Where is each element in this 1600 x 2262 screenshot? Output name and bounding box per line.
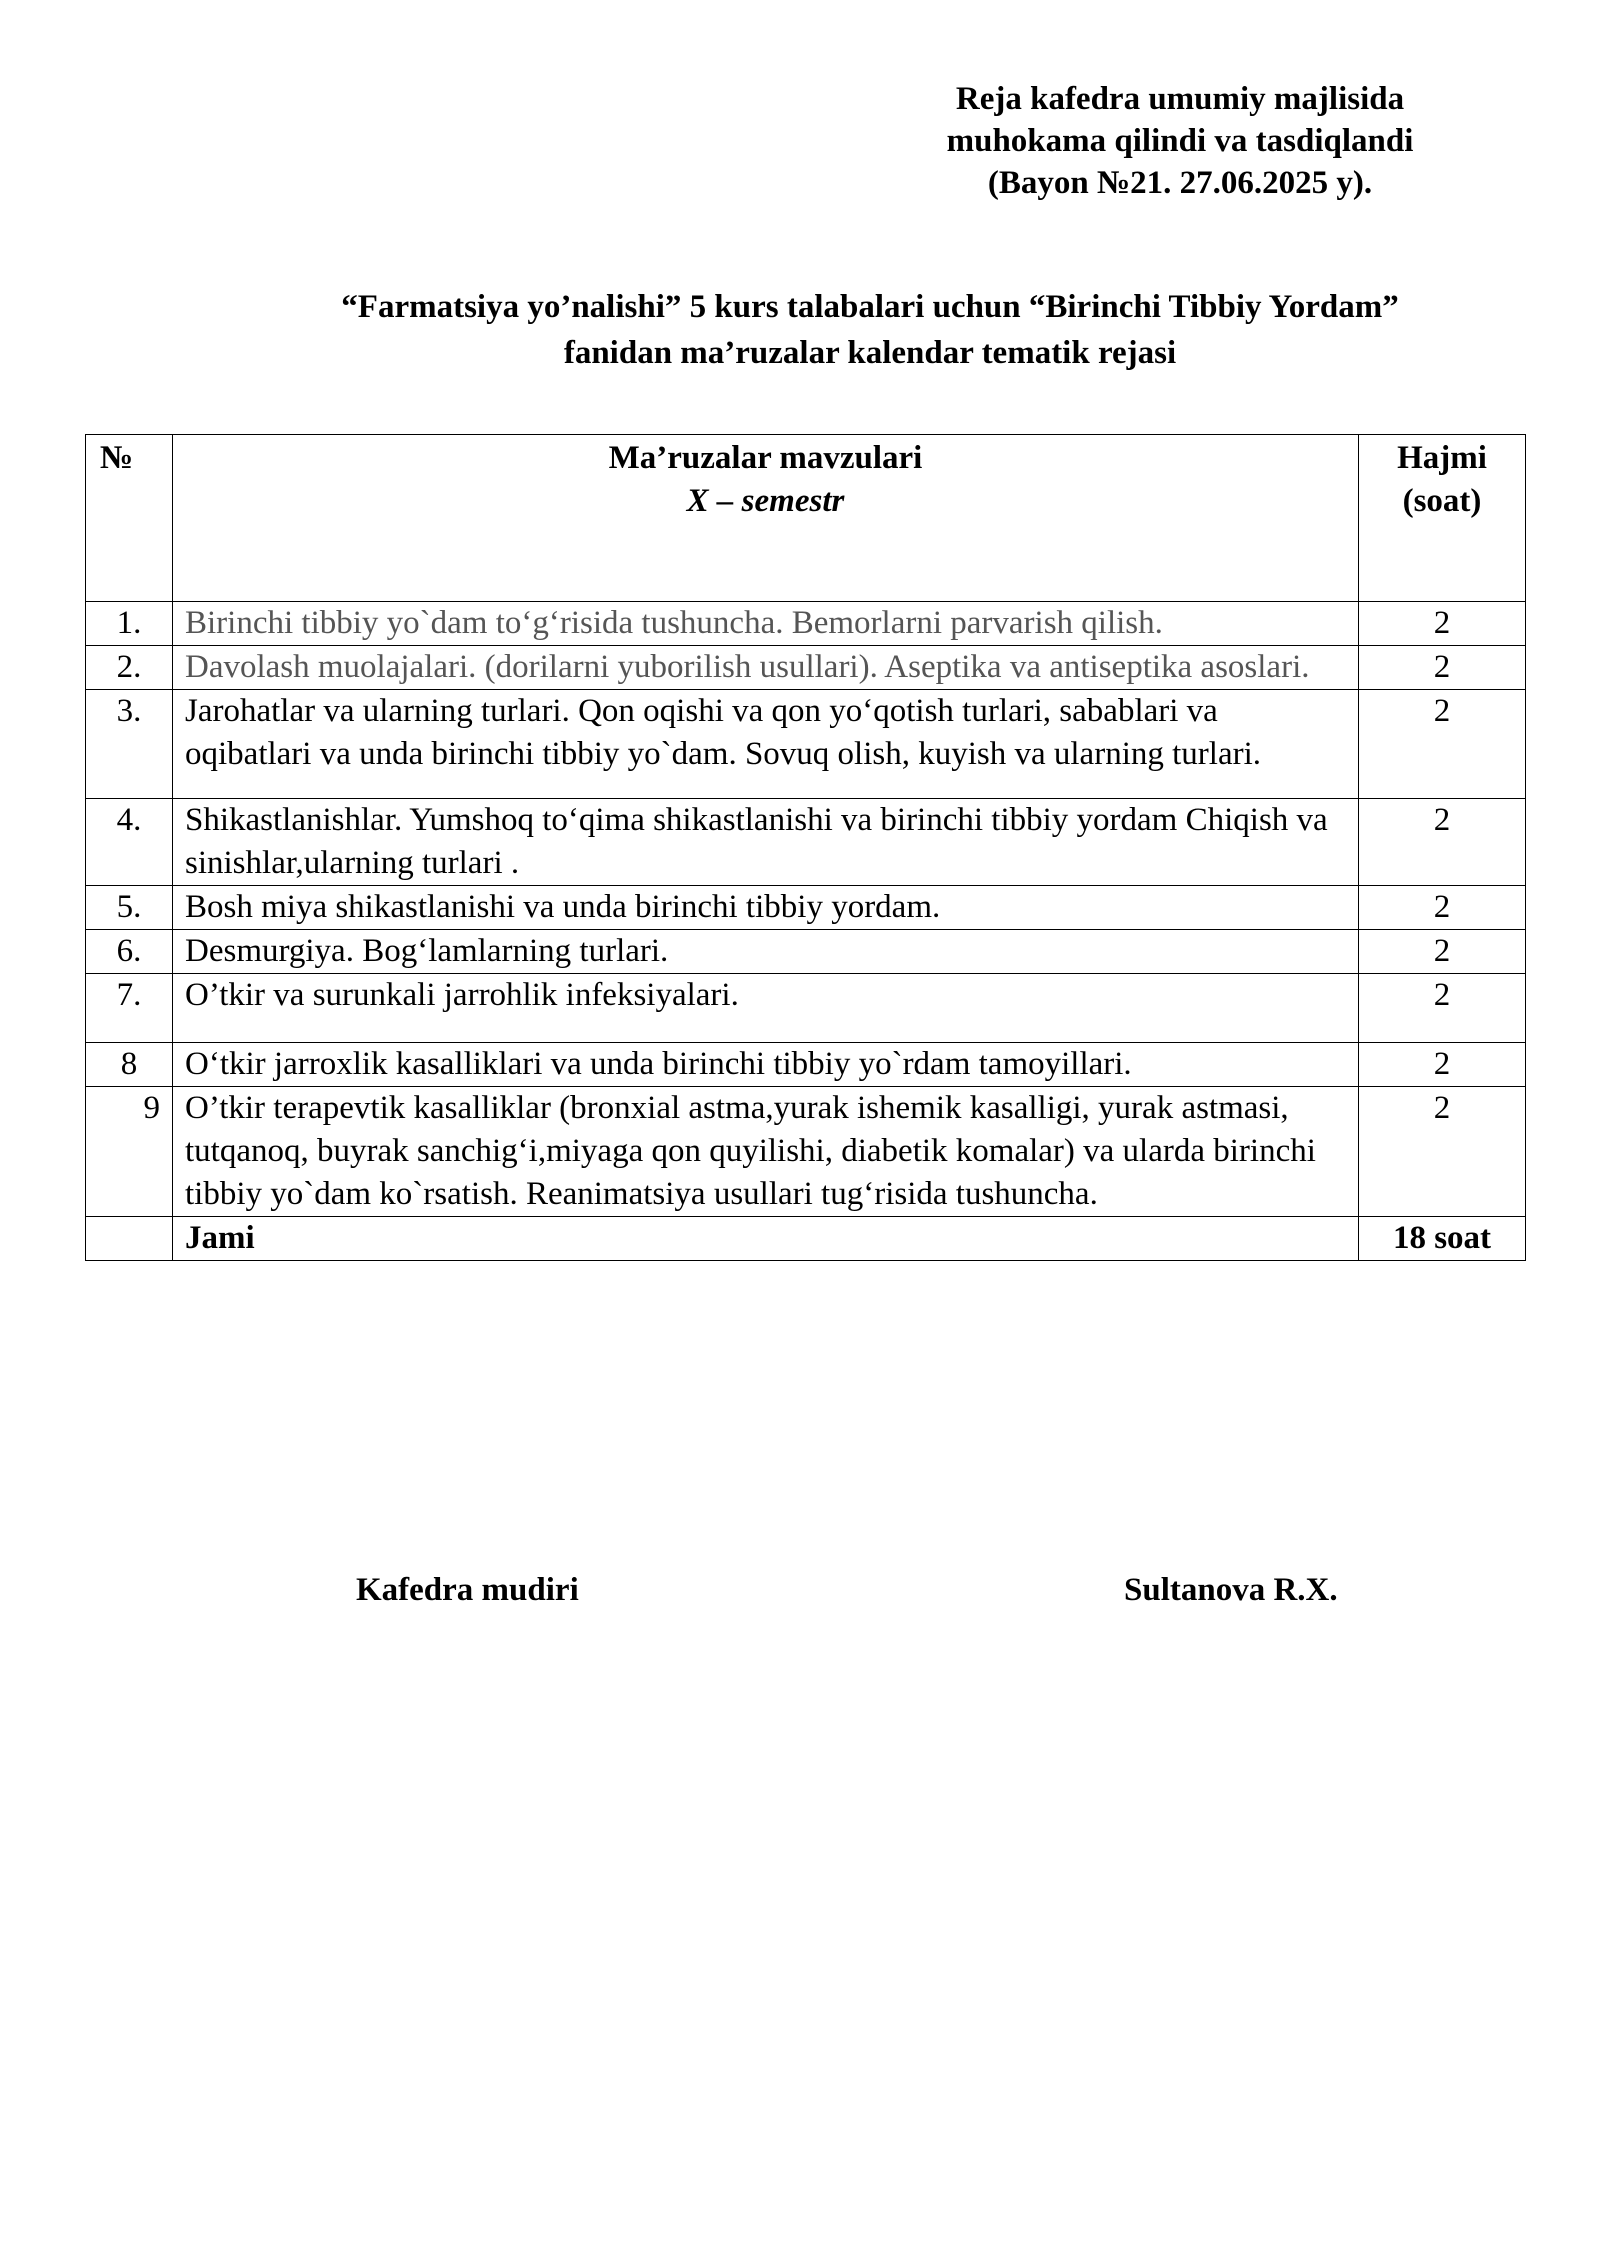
row-topic: O‘tkir jarroxlik kasalliklari va unda birinchi tibbiy yo`rdam tamoyillari. [173,1043,1359,1087]
row-hours: 2 [1359,930,1526,974]
total-hours: 18 soat [1359,1217,1526,1261]
row-number: 5. [86,886,173,930]
table-total-row [86,1217,1526,1261]
header-hours-line-2: (soat) [1402,483,1482,519]
row-number: 4. [86,799,173,886]
row-topic: Jarohatlar va ularning turlari. Qon oqishi va qon yo‘qotish turlari, sabablari va oqibatlari va unda birinchi tibbiy yo`dam. Sovuq olish, kuyish va ularning turlari. [173,690,1359,799]
row-topic: Bosh miya shikastlanishi va unda birinchi tibbiy yordam. [173,886,1359,930]
row-hours: 2 [1359,646,1526,690]
row-number: 9 [86,1087,173,1217]
header-semester: X – semestr [686,483,845,519]
approval-line-1: Reja kafedra umumiy majlisida [955,81,1405,117]
header-topic-label: Ma’ruzalar mavzulari [608,440,923,476]
row-topic: O’tkir va surunkali jarrohlik infeksiyalari. [173,974,1359,1043]
row-topic: Shikastlanishlar. Yumshoq to‘qima shikastlanishi va birinchi tibbiy yordam Chiqish va sinishlar,ularning turlari . [173,799,1359,886]
signature-name: Sultanova R.X. [1124,1572,1338,1608]
row-hours: 2 [1359,602,1526,646]
row-hours: 2 [1359,974,1526,1043]
row-hours: 2 [1359,1043,1526,1087]
row-number: 3. [86,690,173,799]
row-hours: 2 [1359,799,1526,886]
document-title [220,284,1520,376]
table-row [86,930,1526,974]
row-number: 8 [86,1043,173,1087]
row-topic: O’tkir terapevtik kasalliklar (bronxial astma,yurak ishemik kasalligi, yurak astmasi, tutqanoq, buyrak sanchig‘i,miyaga qon quyilishi, diabetik komalar) va ularda birinchi tibbiy yo`dam ko`rsatish. Reanimatsiya usullari tug‘risida tushuncha. [173,1087,1359,1217]
table-row [86,602,1526,646]
row-number: 7. [86,974,173,1043]
row-number: 1. [86,602,173,646]
row-number: 2. [86,646,173,690]
approval-note [880,78,1480,204]
row-hours: 2 [1359,886,1526,930]
signature-role: Kafedra mudiri [356,1572,579,1608]
row-topic: Desmurgiya. Bog‘lamlarning turlari. [173,930,1359,974]
row-hours: 2 [1359,690,1526,799]
row-hours: 2 [1359,1087,1526,1217]
table-row [86,799,1526,886]
total-empty-cell [86,1217,173,1261]
table-row [86,690,1526,799]
table-row [86,886,1526,930]
title-line-1: “Farmatsiya yo’nalishi” 5 kurs talabalari uchun “Birinchi Tibbiy Yordam” [341,289,1399,325]
title-line-2: fanidan ma’ruzalar kalendar tematik rejasi [563,335,1177,371]
header-topic [173,435,1359,602]
row-topic: Birinchi tibbiy yo`dam to‘g‘risida tushuncha. Bemorlarni parvarish qilish. [173,602,1359,646]
table-row [86,646,1526,690]
header-hours [1359,435,1526,602]
table-header-row [86,435,1526,602]
lecture-plan-table [85,434,1526,1261]
table-row [86,1043,1526,1087]
table-row [86,974,1526,1043]
total-label: Jami [173,1217,1359,1261]
table-row [86,1087,1526,1217]
approval-line-3: (Bayon №21. 27.06.2025 y). [987,165,1373,201]
row-number: 6. [86,930,173,974]
row-topic: Davolash muolajalari. (dorilarni yuborilish usullari). Aseptika va antiseptika asoslari. [173,646,1359,690]
approval-line-2: muhokama qilindi va tasdiqlandi [946,123,1414,159]
header-number: № [86,435,173,602]
header-hours-line-1: Hajmi [1397,440,1487,476]
